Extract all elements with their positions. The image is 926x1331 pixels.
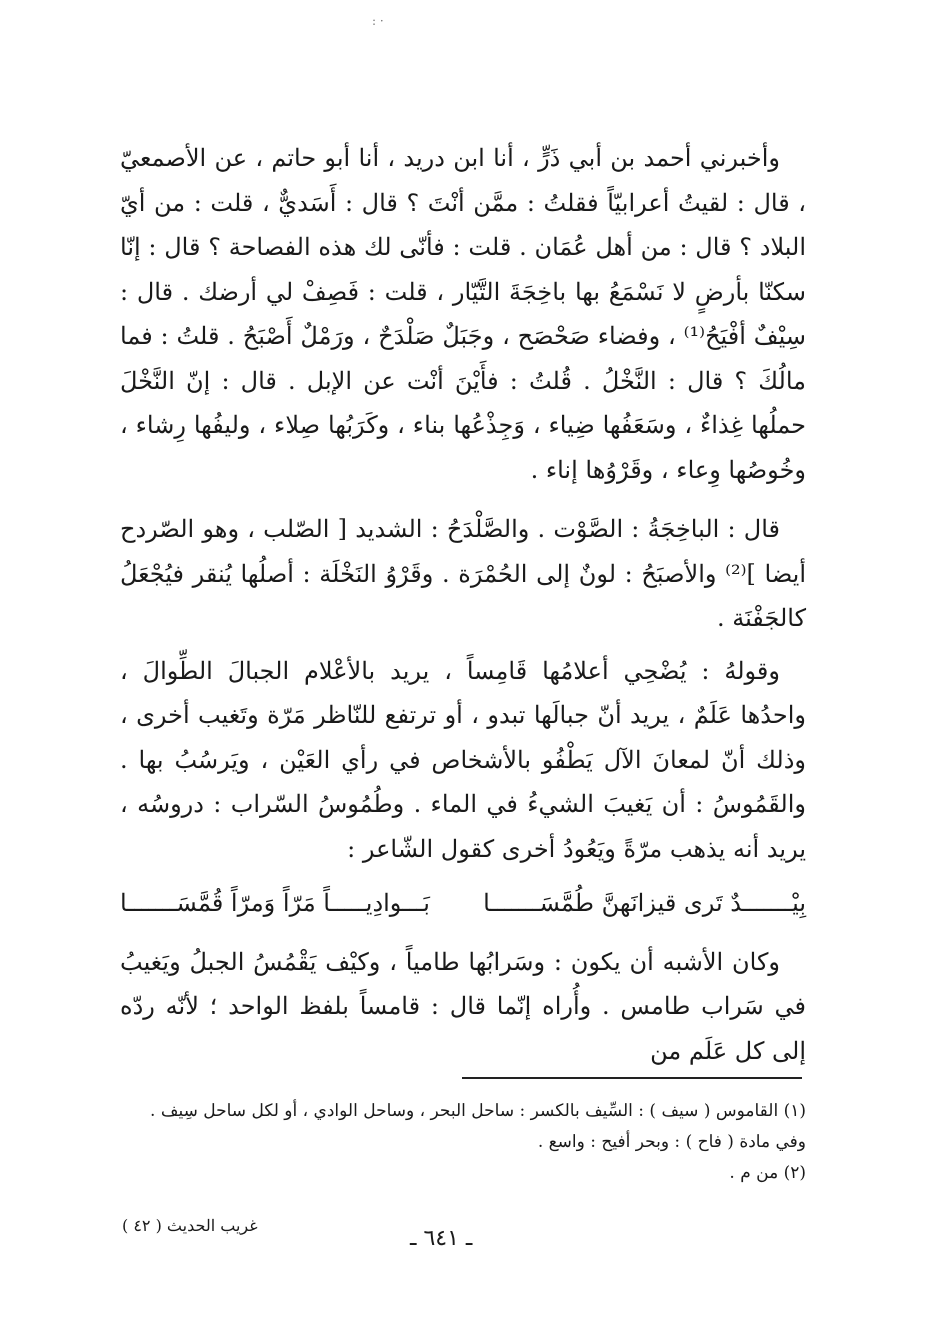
poetry-verse bbox=[120, 881, 806, 926]
paragraph-continuation: وكان الأشبه أن يكون : وسَرابُها طامياً ، وكيْف يَقْمُسُ الجبلُ ويَغيبُ في سَراب طامس . وأُراه إنّما قال : قامساً بلفظ الواحد ؛ لأنّه ردّه إلى كل عَلَم من bbox=[120, 947, 806, 1065]
footnote-2: (٢) من م . bbox=[729, 1163, 806, 1183]
verse-first-hemistich: بِيْـــــــدٌ تَرى قيزانَهنَّ طُمَّسَـــــــا bbox=[483, 889, 806, 917]
paragraph-asmai-narrative: وأخبرني أحمد بن أبي ذَرٍّ ، أنا ابن دريد ، أنا أبو حاتم ، عن الأصمعيّ ، قال : لقيتُ أعرابيّاً فقلتُ : ممَّن أنْتَ ؟ قال : أَسَديٌّ ، قلت : من أيّ البلاد ؟ قال : من أهل عُمَان . قلت : فأنّى لك هذه الفصاحة ؟ قال : إنّا سكنّا بأرضٍ لا نَسْمَعُ بها باخِجَةَ التَّيّار ، قلت : فَصِفْ لي أرضك . قال : سِيْفٌ أفْيَحُ⁽¹⁾ ، وفضاء صَحْصَح ، وجَبَلٌ صَلْدَحٌ ، ورَمْلٌ أَصْبَحُ . قلتُ : فما مالُكَ ؟ قال : النَّخْلُ . قُلتُ : فأَيْنَ أنْت عن الإبل . قال : إنّ النَّخْلَ حملُها غِذاءٌ ، وسَعَفُها ضِياء ، وَجِذْعُها بناء ، وكَرَبُها صِلاء ، وليفُها رِشاء ، وخُوصُها وِعاء ، وقَرْوُها إناء . bbox=[120, 144, 806, 484]
footnotes bbox=[120, 1096, 806, 1189]
paragraph-commentary: وقولهُ : يُضْحِي أعلامُها قَامِساً ، يريد بالأعْلام الجبالَ الطِّوالَ ، واحدُها عَلَمٌ ، يريد أنّ جبالَها تبدو ، أو ترتفع للنّاظر مَرّة وتَغيب أخرى ، وذلك أنّ لمعانَ الآل يَطْفُو بالأشخاص في رأي العَيْن ، ويَرسُبُ بها . والقَمُوسُ : أن يَغيبَ الشيءُ في الماء . وطُمُوسُ السّراب : دروسُه ، يريد أنه يذهب مرّةً ويَعُودُ أخرى كقول الشّاعر : bbox=[120, 656, 806, 863]
verse-second-hemistich: بَـــوادِيـــــاً مَرّاً وَمرّاً قُمَّسَـــــــا bbox=[120, 889, 430, 917]
paragraph-definitions: قال : الباخِجَةُ : الصَّوْت . والصَّلْدَحُ : الشديد [ الصّلب ، وهو الصّردح أيضا ]⁽²⁾ والأصبَحُ : لونٌ إلى الحُمْرَة . وقَرْوُ النَخْلَة : أصلُها يُنقر فيُجْعَلُ كالجَفْنَة . bbox=[120, 515, 806, 632]
running-footer-title: غريب الحديث ( ٤٢ ) bbox=[122, 1216, 258, 1235]
page-specks: · : bbox=[372, 14, 384, 28]
main-text bbox=[120, 136, 806, 1073]
footnote-separator bbox=[462, 1077, 802, 1079]
page-number: ـ ٦٤١ ـ bbox=[410, 1226, 473, 1251]
footnote-1: (١) القاموس ( سيف ) : السِّيف بالكسر : ساحل البحر ، وساحل الوادي ، أو لكل ساحل سِيف . وفي مادة ( فاح ) : وبحر أفيح : واسع . bbox=[150, 1101, 806, 1152]
